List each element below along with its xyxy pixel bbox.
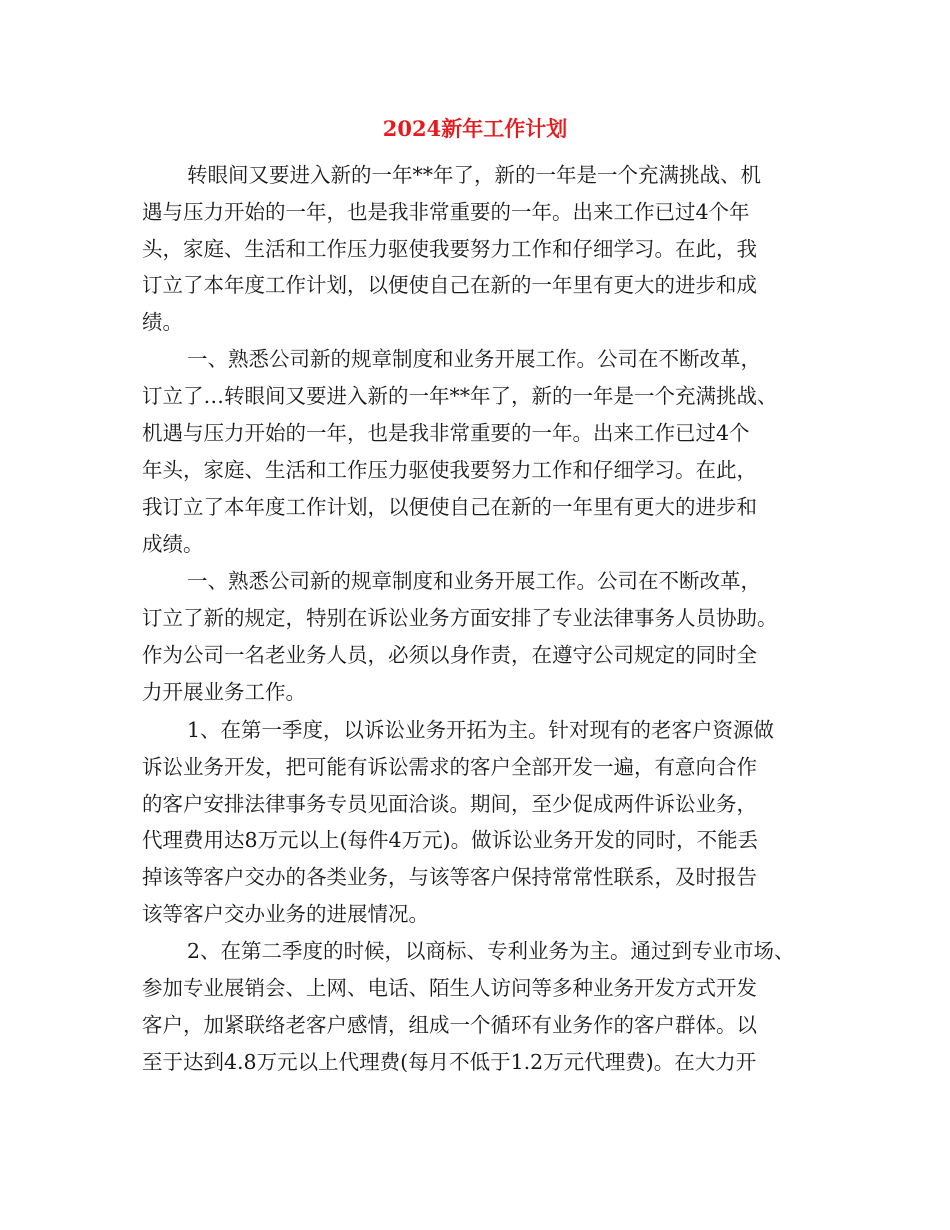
body-line: 掉该等客户交办的各类业务，与该等客户保持常常性联系，及时报告 bbox=[142, 865, 757, 889]
body-line: 订立了新的规定，特别在诉讼业务方面安排了专业法律事务人员协助。 bbox=[142, 606, 778, 630]
body-line: 参加专业展销会、上网、电话、陌生人访问等多种业务开发方式开发 bbox=[142, 976, 757, 1000]
body-line: 绩。 bbox=[142, 310, 183, 334]
body-line: 成绩。 bbox=[142, 532, 204, 556]
body-line: 作为公司一名老业务人员，必须以身作责，在遵守公司规定的同时全 bbox=[142, 643, 757, 667]
body-line: 我订立了本年度工作计划，以便使自己在新的一年里有更大的进步和 bbox=[142, 495, 757, 519]
body-line: 机遇与压力开始的一年，也是我非常重要的一年。出来工作已过4个 bbox=[142, 421, 750, 445]
body-line: 诉讼业务开发，把可能有诉讼需求的客户全部开发一遍，有意向合作 bbox=[142, 755, 757, 779]
body-line: 的客户安排法律事务专员见面洽谈。期间，至少促成两件诉讼业务， bbox=[142, 792, 757, 816]
body-line: 头，家庭、生活和工作压力驱使我要努力工作和仔细学习。在此，我 bbox=[142, 237, 757, 261]
body-line: 代理费用达8万元以上(每件4万元)。做诉讼业务开发的同时，不能丢 bbox=[142, 828, 759, 852]
body-line: 2、在第二季度的时候，以商标、专利业务为主。通过到专业市场、 bbox=[187, 939, 795, 963]
body-line: 1、在第一季度，以诉讼业务开拓为主。针对现有的老客户资源做 bbox=[187, 718, 775, 742]
body-line: 订立了本年度工作计划，以便使自己在新的一年里有更大的进步和成 bbox=[142, 273, 757, 297]
body-line: 转眼间又要进入新的一年**年了，新的一年是一个充满挑战、机 bbox=[187, 163, 761, 187]
body-line: 该等客户交办业务的进展情况。 bbox=[142, 902, 429, 926]
body-line: 至于达到4.8万元以上代理费(每月不低于1.2万元代理费)。在大力开 bbox=[142, 1050, 757, 1074]
body-line: 遇与压力开始的一年，也是我非常重要的一年。出来工作已过4个年 bbox=[142, 200, 750, 224]
body-line: 客户，加紧联络老客户感情，组成一个循环有业务作的客户群体。以 bbox=[142, 1013, 757, 1037]
body-line: 一、熟悉公司新的规章制度和业务开展工作。公司在不断改革， bbox=[187, 347, 761, 371]
body-line: 力开展业务工作。 bbox=[142, 680, 306, 704]
body-line: 年头，家庭、生活和工作压力驱使我要努力工作和仔细学习。在此， bbox=[142, 458, 757, 482]
document-title: 2024新年工作计划 bbox=[382, 116, 568, 141]
body-line: 一、熟悉公司新的规章制度和业务开展工作。公司在不断改革， bbox=[187, 569, 761, 593]
body-line: 订立了…转眼间又要进入新的一年**年了，新的一年是一个充满挑战、 bbox=[142, 384, 778, 408]
